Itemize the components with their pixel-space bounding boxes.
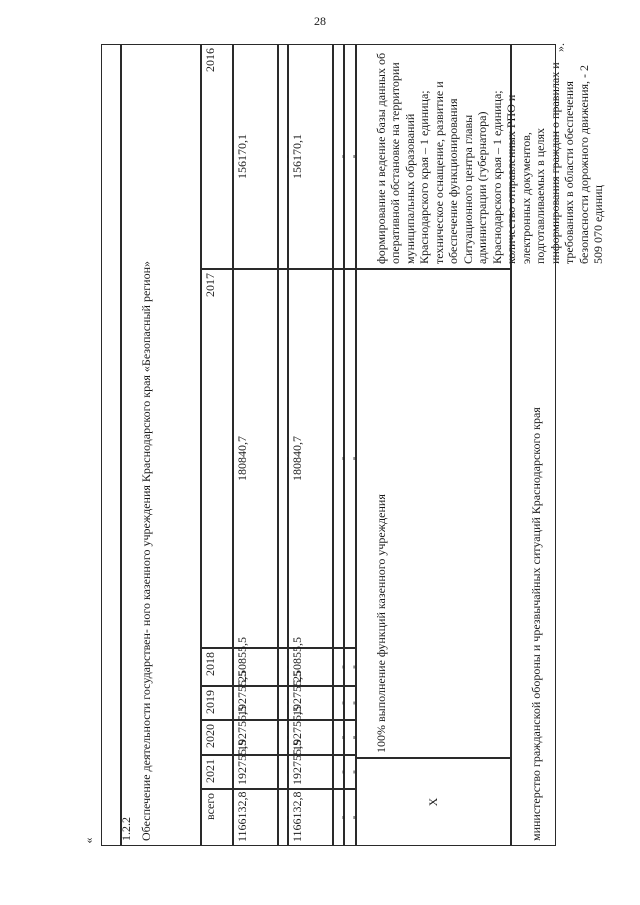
- extra-value: -: [346, 735, 360, 740]
- extra-cell: [344, 720, 360, 755]
- regional-cell: [288, 789, 333, 846]
- result-2017: 100% выполнение функций казенного учреждения: [373, 494, 388, 753]
- extra-value: -: [346, 770, 360, 774]
- row-number-cell: [101, 44, 133, 846]
- total-funding-cell: [233, 44, 278, 269]
- federal-value: -: [280, 770, 294, 774]
- federal-value: -: [280, 456, 294, 461]
- years-value: 2020: [203, 724, 217, 748]
- federal-cell: [278, 648, 294, 686]
- years-value: 2016: [203, 48, 217, 72]
- local-value: -: [335, 735, 349, 740]
- total-funding-cell: [233, 740, 278, 789]
- federal-cell: [278, 269, 294, 648]
- extra-value: -: [346, 815, 360, 820]
- total-funding-cell: [233, 269, 278, 648]
- result-2017-cell: [356, 269, 511, 758]
- local-cell: [333, 789, 349, 846]
- extra-cell: [344, 44, 360, 269]
- regional-cell: [288, 269, 333, 648]
- years-value: 2019: [203, 690, 217, 714]
- federal-value: -: [280, 735, 294, 740]
- result-total: X: [426, 797, 441, 807]
- local-value: -: [335, 154, 349, 159]
- years-value: 2021: [203, 759, 217, 783]
- regional-value: 156170,1: [290, 134, 304, 179]
- years-cell: [201, 44, 233, 269]
- federal-value: -: [280, 701, 294, 705]
- local-value: -: [335, 770, 349, 774]
- regional-cell: [288, 44, 333, 269]
- years-cell: [201, 648, 233, 686]
- program-table: [101, 44, 605, 846]
- federal-value: -: [280, 665, 294, 669]
- extra-value: -: [346, 701, 360, 705]
- federal-cell: [278, 789, 294, 846]
- extra-cell: [344, 648, 360, 686]
- local-cell: [333, 720, 349, 755]
- result-total-cell: [356, 758, 511, 846]
- result-2016: формирование и ведение базы данных об оперативной обстановке на территории муниципальных образований Краснодарского края – 1 единица; техническое оснащение, развитие и обеспечение функционирования Ситуационного центра главы администрации (губернатора) Краснодарского края – 1 единица; количество отправленных РПО и электронных документов, подготавливаемых в целях информирования граждан о правилах и требованиях в области обеспечения безопасности дорожного движения, - 2 509 070 единиц: [373, 52, 605, 264]
- federal-value: -: [280, 815, 294, 820]
- result-2016-cell: [356, 44, 605, 269]
- row-number: 1.2.2: [118, 817, 133, 841]
- opening-quote: «: [81, 837, 96, 844]
- regional-value: 180840,7: [290, 436, 304, 481]
- closing-quote: ».: [553, 43, 567, 52]
- regional-value: 250855,5: [290, 637, 304, 682]
- years-cell: [201, 269, 233, 648]
- page-number: 28: [314, 14, 326, 28]
- years-value: 2018: [203, 652, 217, 676]
- measure-name-cell: [118, 44, 201, 846]
- measure-name: Обеспечение деятельности государствен- ного казенного учреждения Краснодарского края «Безопасный регион»: [138, 260, 153, 841]
- total-funding-value: 192755,5: [235, 671, 249, 716]
- local-value: -: [335, 665, 349, 669]
- years-cell: [201, 686, 233, 720]
- total-funding-value: 156170,1: [235, 134, 249, 179]
- years-cell: [201, 789, 233, 846]
- years-cell: [201, 720, 233, 755]
- local-value: -: [335, 815, 349, 820]
- years-value: 2017: [203, 273, 217, 297]
- total-funding-value: 192755,5: [235, 706, 249, 751]
- federal-cell: [278, 44, 294, 269]
- extra-value: -: [346, 456, 360, 461]
- customer-cell: [511, 44, 556, 846]
- local-value: -: [335, 456, 349, 461]
- federal-cell: [278, 686, 294, 720]
- total-funding-value: 180840,7: [235, 436, 249, 481]
- local-cell: [333, 648, 349, 686]
- local-cell: [333, 755, 349, 789]
- regional-value: 192755,5: [290, 706, 304, 751]
- extra-cell: [344, 755, 360, 789]
- federal-cell: [278, 755, 294, 789]
- regional-value: 192755,5: [290, 671, 304, 716]
- local-cell: [333, 686, 349, 720]
- extra-cell: [344, 269, 360, 648]
- years-value: всего: [203, 793, 217, 821]
- extra-cell: [344, 789, 360, 846]
- local-cell: [333, 44, 349, 269]
- regional-value: 192755,5: [290, 740, 304, 785]
- federal-value: -: [280, 154, 294, 159]
- total-funding-value: 1166132,8: [235, 791, 249, 842]
- extra-cell: [344, 686, 360, 720]
- local-value: -: [335, 701, 349, 705]
- years-cell: [201, 755, 233, 789]
- extra-value: -: [346, 665, 360, 669]
- local-cell: [333, 269, 349, 648]
- regional-cell: [288, 740, 333, 789]
- total-funding-cell: [233, 789, 278, 846]
- extra-value: -: [346, 154, 360, 159]
- total-funding-value: 250855,5: [235, 637, 249, 682]
- customer: министерство гражданской обороны и чрезвычайных ситуаций Краснодарского края: [528, 407, 543, 841]
- total-funding-value: 192755,5: [235, 740, 249, 785]
- regional-value: 1166132,8: [290, 791, 304, 842]
- federal-cell: [278, 720, 294, 755]
